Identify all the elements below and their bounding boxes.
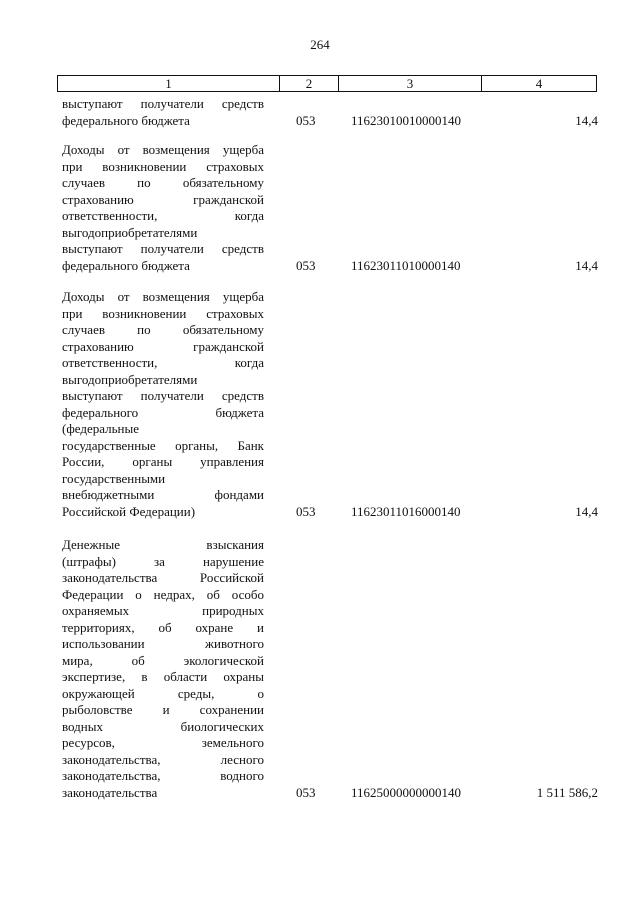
description-line: территориях, об охране и (62, 619, 264, 635)
budget-classification-code: 11623010010000140 (351, 112, 462, 128)
description-line: случаев по обязательному (62, 322, 264, 337)
column-header-1: 1 (58, 76, 280, 92)
description-line: выступают получатели средств (62, 241, 264, 256)
description-line: выступают получатели средств (62, 96, 264, 111)
description-line: федерального бюджета (62, 404, 264, 420)
description-line: федерального бюджета (62, 257, 190, 273)
description-line: Доходы от возмещения ущерба (62, 142, 264, 157)
description-line: России, органы управления (62, 454, 264, 469)
amount-value: 14,4 (575, 112, 598, 128)
description-line: мира, об экологической (62, 652, 264, 668)
description-line: при возникновении страховых (62, 305, 264, 321)
column-header-table (57, 75, 597, 92)
description-line: страхованию гражданской (62, 338, 264, 354)
description-line: государственные органы, Банк (62, 437, 264, 453)
description-line: законодательства Российской (62, 570, 264, 585)
description-line: законодательства, лесного (62, 751, 264, 767)
description-line: внебюджетными фондами (62, 487, 264, 502)
row-description (62, 537, 264, 801)
description-line: охраняемых природных (62, 603, 264, 618)
amount-value: 14,4 (575, 257, 598, 273)
description-line: (штрафы) за нарушение (62, 553, 264, 569)
description-line: экспертизе, в области охраны (62, 669, 264, 684)
description-line: (федеральные (62, 421, 139, 436)
description-line: выгодоприобретателями (62, 371, 198, 387)
description-line: ответственности, когда (62, 208, 264, 223)
description-line: окружающей среды, о (62, 685, 264, 701)
page-number: 264 (310, 37, 330, 52)
admin-code: 053 (296, 112, 316, 128)
amount-value: 1 511 586,2 (536, 784, 598, 800)
description-line: Доходы от возмещения ущерба (62, 289, 264, 304)
description-line: законодательства, водного (62, 768, 264, 783)
description-line: ответственности, когда (62, 355, 264, 370)
description-line: случаев по обязательному (62, 175, 264, 190)
description-line: использовании животного (62, 636, 264, 651)
description-line: при возникновении страховых (62, 158, 264, 174)
budget-classification-code: 11625000000000140 (351, 784, 462, 800)
column-header-4: 4 (482, 76, 597, 92)
description-line: выступают получатели средств (62, 388, 264, 403)
description-line: законодательства (62, 784, 158, 800)
admin-code: 053 (296, 503, 316, 519)
description-line: Денежные взыскания (62, 537, 264, 552)
row-description (62, 142, 264, 274)
row-description (62, 289, 264, 520)
admin-code: 053 (296, 784, 316, 800)
budget-classification-code: 11623011016000140 (351, 503, 461, 519)
description-line: выгодоприобретателями (62, 224, 198, 240)
column-header-3: 3 (339, 76, 482, 92)
amount-value: 14,4 (575, 503, 598, 519)
description-line: Федерации о недрах, об особо (62, 586, 264, 602)
description-line: рыболовстве и сохранении (62, 702, 264, 717)
description-line: федерального бюджета (62, 112, 190, 128)
description-line: Российской Федерации) (62, 503, 196, 519)
column-header-2: 2 (280, 76, 339, 92)
description-line: водных биологических (62, 718, 264, 734)
description-line: страхованию гражданской (62, 191, 264, 207)
description-line: ресурсов, земельного (62, 735, 264, 750)
budget-classification-code: 11623011010000140 (351, 257, 461, 273)
description-line: государственными (62, 470, 166, 486)
admin-code: 053 (296, 257, 316, 273)
row-description (62, 96, 264, 129)
column-header-row (58, 76, 597, 92)
